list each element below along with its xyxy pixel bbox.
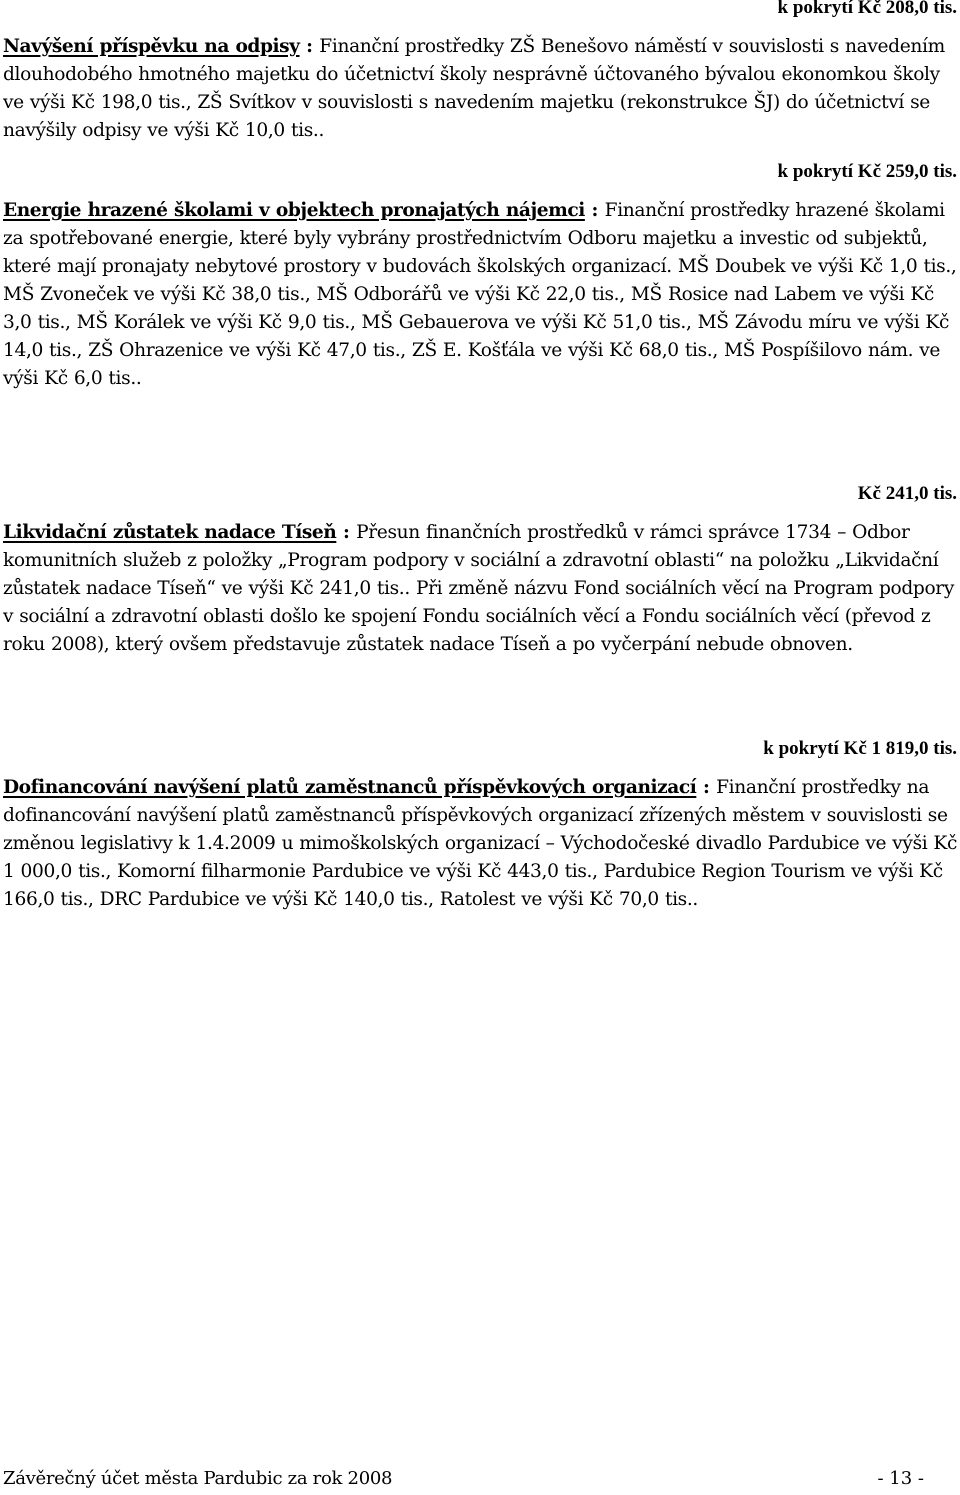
section-heading-energie: Energie hrazené školami v objektech pronajatých nájemci: [3, 200, 585, 221]
section-amount-energie: k pokrytí Kč 259,0 tis.: [777, 161, 957, 182]
section-amount-tisen: Kč 241,0 tis.: [857, 483, 957, 504]
footer-page-number: - 13 -: [877, 1468, 924, 1489]
paragraph-odpisy: [3, 33, 958, 145]
paragraph-energie: [3, 197, 958, 393]
section-heading-odpisy: Navýšení příspěvku na odpisy: [3, 36, 300, 57]
paragraph-tisen: [3, 519, 958, 659]
section-amount-platy: k pokrytí Kč 1 819,0 tis.: [763, 738, 957, 759]
section-body-energie: Finanční prostředky hrazené školami za spotřebované energie, které byly vybrány prostřednictvím Odboru majetku a investic od subjektů, které mají pronajaty nebytové prostory v budovách školských organizací. MŠ Doubek ve výši Kč 1,0 tis., MŠ Zvoneček ve výši Kč 38,0 tis., MŠ Odborářů ve výši Kč 22,0 tis., MŠ Rosice nad Labem ve výši Kč 3,0 tis., MŠ Korálek ve výši Kč 9,0 tis., MŠ Gebauerova ve výši Kč 51,0 tis., MŠ Závodu míru ve výši Kč 14,0 tis., ZŠ Ohrazenice ve výši Kč 47,0 tis., ZŠ E. Košťála ve výši Kč 68,0 tis., MŠ Pospíšilovo nám. ve výši Kč 6,0 tis..: [3, 200, 957, 389]
section-body-platy: Finanční prostředky na dofinancování navýšení platů zaměstnanců příspěvkových organizací zřízených městem v souvislosti se změnou legislativy k 1.4.2009 u mimoškolských organizací – Východočeské divadlo Pardubice ve výši Kč 1 000,0 tis., Komorní filharmonie Pardubice ve výši Kč 443,0 tis., Pardubice Region Tourism ve výši Kč 166,0 tis., DRC Pardubice ve výši Kč 140,0 tis., Ratolest ve výši Kč 70,0 tis..: [3, 777, 958, 910]
section-body-odpisy: Finanční prostředky ZŠ Benešovo náměstí v souvislosti s navedením dlouhodobého hmotného majetku do účetnictví školy nesprávně účtovaného bývalou ekonomkou školy ve výši Kč 198,0 tis., ZŠ Svítkov v souvislosti s navedením majetku (rekonstrukce ŠJ) do účetnictví se navýšily odpisy ve výši Kč 10,0 tis..: [3, 36, 945, 141]
heading-separator: :: [696, 777, 717, 798]
section-body-tisen: Přesun finančních prostředků v rámci správce 1734 – Odbor komunitních služeb z položky „Program podpory v sociální a zdravotní oblasti“ na položku „Likvidační zůstatek nadace Tíseň“ ve výši Kč 241,0 tis.. Při změně názvu Fond sociálních věcí na Program podpory v sociální a zdravotní oblasti došlo ke spojení Fondu sociálních věcí a Fondu sociálních věcí (převod z roku 2008), který ovšem představuje zůstatek nadace Tíseň a po vyčerpání nebude obnoven.: [3, 522, 955, 655]
heading-separator: :: [336, 522, 357, 543]
section-heading-platy: Dofinancování navýšení platů zaměstnanců příspěvkových organizací: [3, 777, 697, 798]
heading-separator: :: [584, 200, 605, 221]
footer-document-title: Závěrečný účet města Pardubic za rok 2008: [3, 1468, 393, 1489]
section-amount-odpisy: k pokrytí Kč 208,0 tis.: [777, 0, 957, 18]
heading-separator: :: [299, 36, 320, 57]
section-heading-tisen: Likvidační zůstatek nadace Tíseň: [3, 522, 337, 543]
paragraph-platy: [3, 774, 958, 914]
